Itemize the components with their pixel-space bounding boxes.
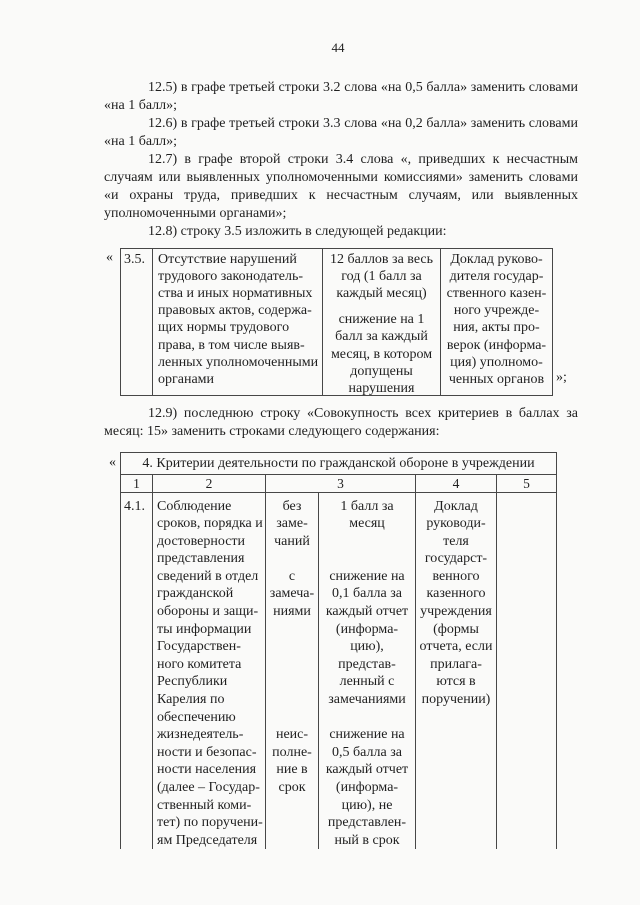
paragraph-line: «на 1 балл»; <box>104 98 178 113</box>
paragraph-line: месяц: 15» заменить строками следующего содержания: <box>104 424 440 439</box>
paragraph-line: 12.7) в графе второй строки 3.4 слова «, приведших к несчастным <box>148 152 578 167</box>
paragraph-line: «на 1 балл»; <box>104 134 178 149</box>
paragraph-line: 12.5) в графе третьей строки 3.2 слова «на 0,5 балла» заменить словами <box>148 80 578 95</box>
column-number: 2 <box>152 475 265 493</box>
criterion-cell <box>152 493 265 849</box>
amendment-12-9 <box>104 405 578 441</box>
points-reduction-text: снижение на 1 балл за каждый месяц, в котором допущены нарушения <box>330 312 433 396</box>
table-open-quote: « <box>106 250 113 265</box>
points-cell <box>323 249 441 395</box>
table-open-quote: « <box>109 455 116 470</box>
section-title: 4. Критерии деятельности по гражданской обороне в учреждении <box>120 452 557 475</box>
paragraph-line: 12.6) в графе третьей строки 3.3 слова «на 0,2 балла» заменить словами <box>148 116 578 131</box>
source-text: Доклад руково- дителя государ- ственного казен- ного учрежде- ния, акты про- верок (информа- ция) уполномо- ченных органов <box>446 251 547 387</box>
table-close-quote: »; <box>556 370 567 385</box>
table-row <box>120 493 557 849</box>
column-number: 3 <box>265 475 415 493</box>
points-cell <box>318 493 415 849</box>
criterion-text: Отсутствие нарушений трудового законодатель- ства и иных нормативных правовых актов, содержа- щих нормы трудового права, в том числе выяв- ленных уполномоченными органами <box>158 251 319 387</box>
paragraph-line: «и охраны труда, приведших к несчастным случаям, или выявленных <box>104 188 578 203</box>
row-number-cell <box>121 249 153 395</box>
column-number: 5 <box>496 475 557 493</box>
points-base-text: 12 баллов за весь год (1 балл за каждый месяц) <box>330 251 433 301</box>
points-late: снижение на 0,5 балла за каждый отчет (информа- цию), не представлен- ный в срок <box>325 727 409 848</box>
criterion-3-5-table <box>120 248 553 396</box>
amendment-paragraph <box>104 79 578 115</box>
paragraph-line: 12.9) последнюю строку «Совокупность всех критериев в баллах за <box>148 406 578 421</box>
condition-none: без заме- чаний <box>274 498 310 549</box>
condition-cell <box>265 493 318 849</box>
points-none: 1 балл за месяц <box>340 498 394 532</box>
row-number-cell <box>120 493 152 849</box>
source-text: Доклад руководи- теля государст- венного казенного учреждения (формы отчета, если прилага- ются в поручении) <box>419 498 493 708</box>
row-number: 3.5. <box>124 251 145 267</box>
amendment-paragraph <box>104 115 578 151</box>
paragraph-line: уполномоченными органами»; <box>104 206 287 221</box>
empty-cell <box>496 493 557 849</box>
source-cell <box>415 493 496 849</box>
points-remarks: снижение на 0,1 балла за каждый отчет (информа- цию), представ- ленный с замечаниями <box>325 568 409 708</box>
civil-defense-table <box>120 452 557 849</box>
criterion-cell <box>153 249 323 395</box>
column-number: 4 <box>415 475 496 493</box>
column-number-row <box>120 475 557 493</box>
paragraph-line: случаям или выявленных уполномоченными комиссиями» заменить словами <box>104 170 578 185</box>
condition-late: неис- полне- ние в срок <box>272 727 312 796</box>
row-number: 4.1. <box>124 498 145 514</box>
column-number: 1 <box>120 475 152 493</box>
criterion-text: Соблюдение сроков, порядка и достоверности представления сведений в отдел гражданской обороны и защи- ты информации Государствен- ного комитета Республики Карелия по обеспечению жизнедеятель- ности и безопас- ности населения (далее – Государ- ственный коми- тет) по поручени- ям Председателя <box>157 498 263 848</box>
condition-remarks: с замеча- ниями <box>269 568 315 620</box>
page-number: 44 <box>331 40 345 55</box>
paragraph-line: 12.8) строку 3.5 изложить в следующей редакции: <box>148 224 447 239</box>
source-cell <box>441 249 552 395</box>
amendment-paragraph <box>104 151 578 223</box>
amendments-block <box>104 79 578 241</box>
amendment-paragraph <box>104 223 578 241</box>
